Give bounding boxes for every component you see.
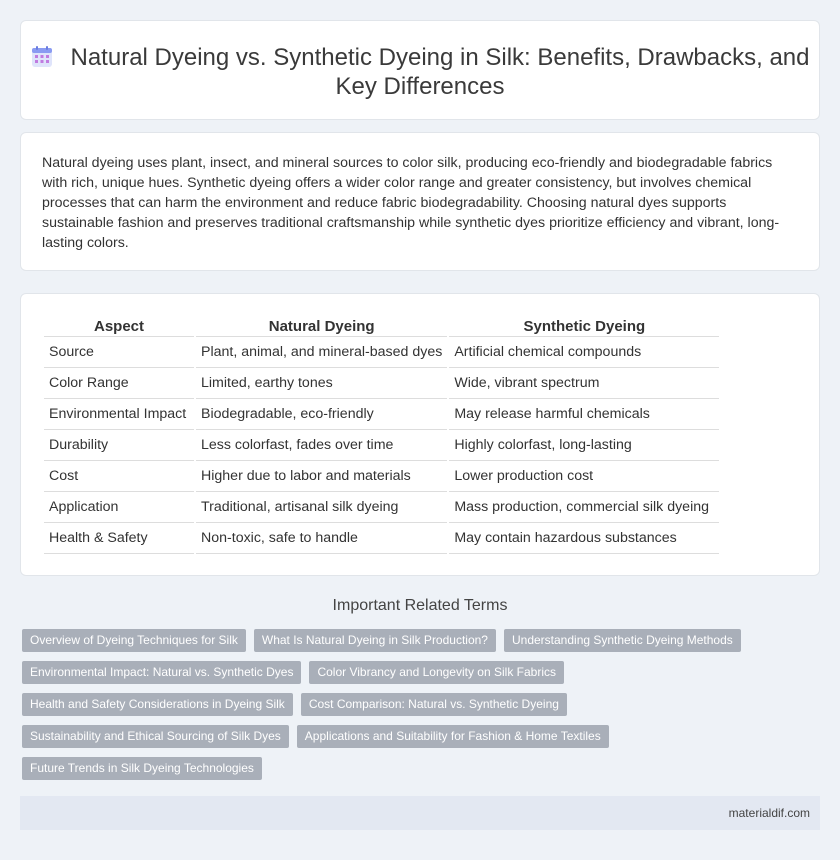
page-title: Natural Dyeing vs. Synthetic Dyeing in Silk: Benefits, Drawbacks, and Key Differences — [70, 44, 810, 100]
related-terms-row — [22, 661, 802, 684]
related-terms-list — [22, 629, 802, 789]
cell-aspect: Source — [44, 337, 194, 368]
cell-aspect: Durability — [44, 430, 194, 461]
cell-natural: Limited, earthy tones — [196, 368, 447, 399]
cell-aspect: Application — [44, 492, 194, 523]
cell-synthetic: Highly colorfast, long-lasting — [449, 430, 719, 461]
related-term-tag[interactable]: What Is Natural Dyeing in Silk Production? — [254, 629, 496, 652]
cell-synthetic: Artificial chemical compounds — [449, 337, 719, 368]
related-term-tag[interactable]: Cost Comparison: Natural vs. Synthetic Dyeing — [301, 693, 567, 716]
table-header-row — [44, 315, 719, 337]
cell-synthetic: May contain hazardous substances — [449, 523, 719, 554]
title-card — [20, 20, 820, 120]
summary-paragraph: Natural dyeing uses plant, insect, and mineral sources to color silk, producing eco-friendly and biodegradable fabrics with rich, unique hues. Synthetic dyeing offers a wider color range and greater consistency, but involves chemical processes that can harm the environment and reduce fabric biodegradability. Choosing natural dyes supports sustainable fashion and preserves traditional craftsmanship while synthetic dyes prioritize efficiency and vibrant, long-lasting colors. — [42, 155, 780, 251]
related-terms-title: Important Related Terms — [332, 597, 508, 614]
cell-aspect: Environmental Impact — [44, 399, 194, 430]
cell-natural: Plant, animal, and mineral-based dyes — [196, 337, 447, 368]
cell-natural: Traditional, artisanal silk dyeing — [196, 492, 447, 523]
related-terms-row — [22, 757, 802, 780]
calendar-grid-icon — [31, 46, 53, 68]
cell-synthetic: May release harmful chemicals — [449, 399, 719, 430]
table-row — [44, 523, 719, 554]
page-title-wrap — [21, 43, 819, 101]
table-row — [44, 492, 719, 523]
cell-synthetic: Mass production, commercial silk dyeing — [449, 492, 719, 523]
footer-site-link[interactable]: materialdif.com — [728, 806, 810, 820]
related-terms-row — [22, 629, 802, 652]
related-term-tag[interactable]: Understanding Synthetic Dyeing Methods — [504, 629, 741, 652]
table-body — [44, 337, 719, 554]
related-term-tag[interactable]: Sustainability and Ethical Sourcing of Silk Dyes — [22, 725, 289, 748]
table-row — [44, 461, 719, 492]
cell-synthetic: Lower production cost — [449, 461, 719, 492]
table-row — [44, 368, 719, 399]
table-row — [44, 399, 719, 430]
table-row — [44, 337, 719, 368]
related-term-tag[interactable]: Color Vibrancy and Longevity on Silk Fabrics — [309, 661, 564, 684]
cell-aspect: Cost — [44, 461, 194, 492]
related-term-tag[interactable]: Health and Safety Considerations in Dyeing Silk — [22, 693, 293, 716]
header-natural: Natural Dyeing — [196, 315, 447, 337]
summary-card — [20, 132, 820, 271]
footer — [20, 796, 820, 830]
cell-aspect: Health & Safety — [44, 523, 194, 554]
cell-synthetic: Wide, vibrant spectrum — [449, 368, 719, 399]
cell-natural: Non-toxic, safe to handle — [196, 523, 447, 554]
comparison-table — [42, 315, 721, 554]
cell-aspect: Color Range — [44, 368, 194, 399]
cell-natural: Biodegradable, eco-friendly — [196, 399, 447, 430]
related-term-tag[interactable]: Overview of Dyeing Techniques for Silk — [22, 629, 246, 652]
related-term-tag[interactable]: Future Trends in Silk Dyeing Technologies — [22, 757, 262, 780]
related-term-tag[interactable]: Environmental Impact: Natural vs. Synthetic Dyes — [22, 661, 301, 684]
related-term-tag[interactable]: Applications and Suitability for Fashion & Home Textiles — [297, 725, 609, 748]
header-synthetic: Synthetic Dyeing — [449, 315, 719, 337]
table-row — [44, 430, 719, 461]
cell-natural: Less colorfast, fades over time — [196, 430, 447, 461]
comparison-table-card — [20, 293, 820, 576]
related-terms-row — [22, 725, 802, 748]
header-aspect: Aspect — [44, 315, 194, 337]
related-terms-row — [22, 693, 802, 716]
cell-natural: Higher due to labor and materials — [196, 461, 447, 492]
